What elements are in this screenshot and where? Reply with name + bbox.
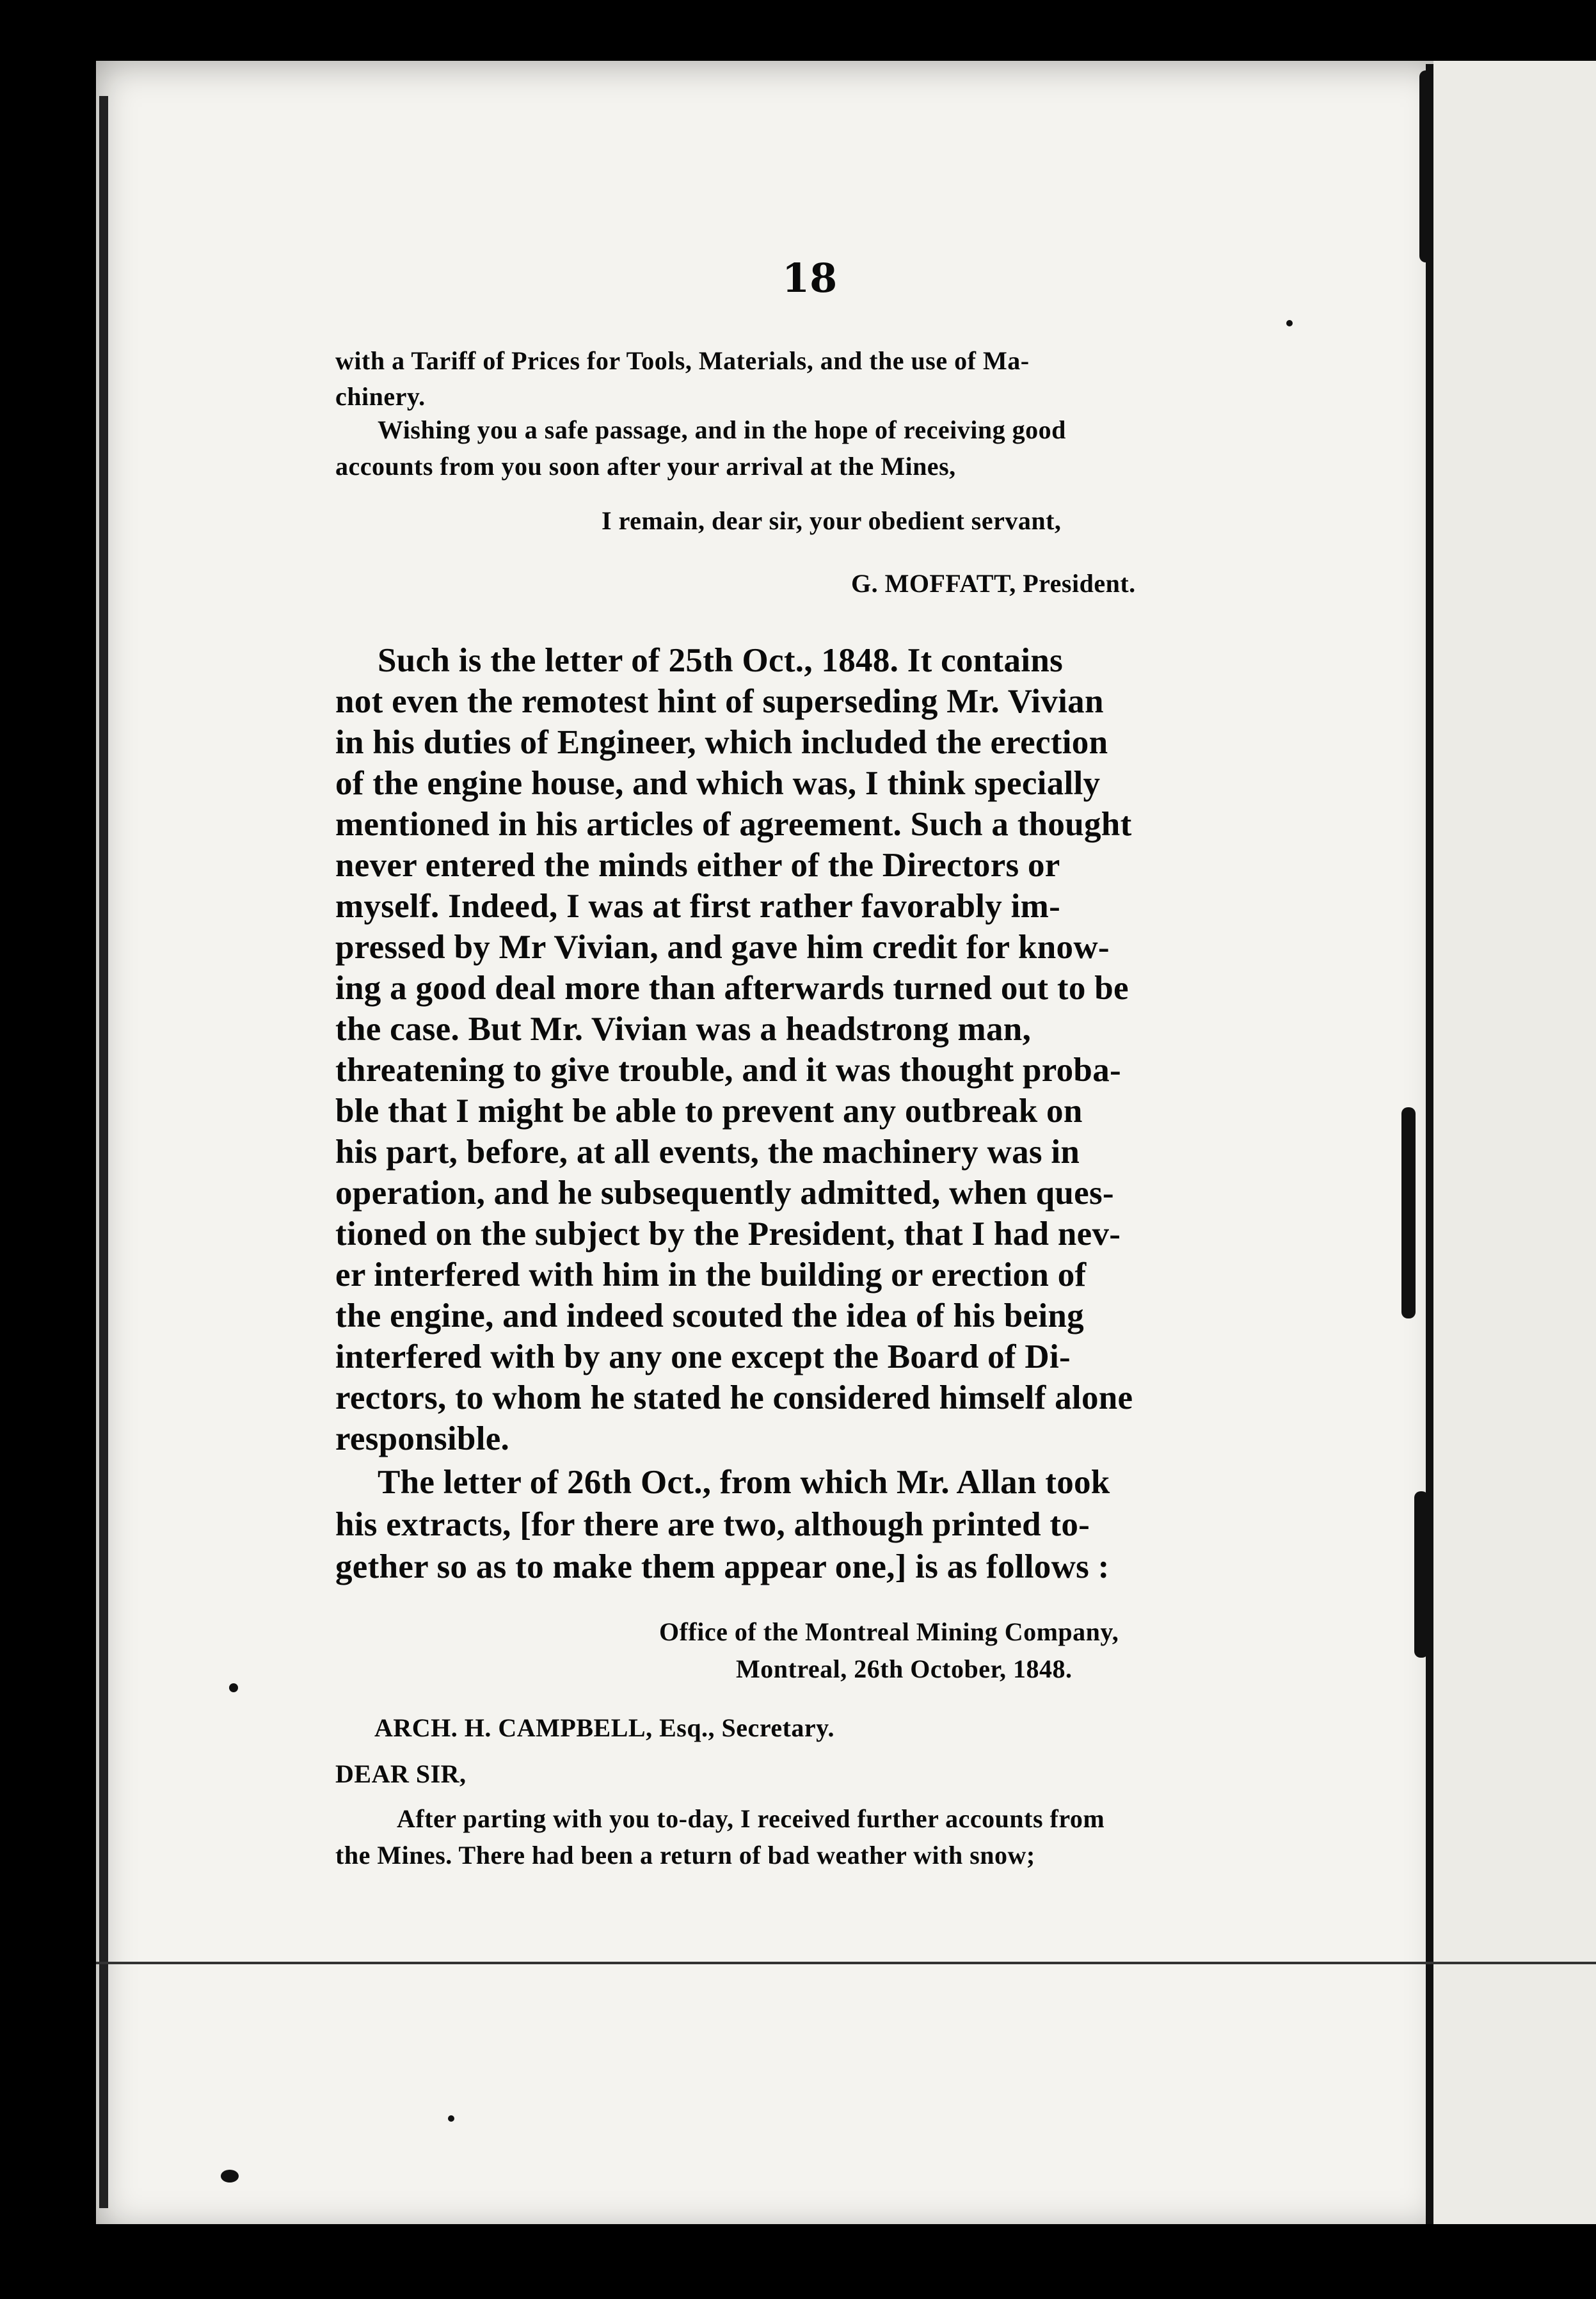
fold-mark bbox=[1419, 70, 1433, 262]
left-binding-shadow bbox=[99, 96, 108, 2208]
letter-body-line: the Mines. There had been a return of bad weather with snow; bbox=[335, 1841, 1035, 1870]
fold-line bbox=[1426, 64, 1433, 2234]
narrative-line: never entered the minds either of the Directors or bbox=[335, 847, 1060, 884]
narrative-line: interfered with by any one except the Board of Di- bbox=[335, 1338, 1071, 1375]
narrative-line: ble that I might be able to prevent any outbreak on bbox=[335, 1093, 1083, 1130]
narrative-line: myself. Indeed, I was at first rather favorably im- bbox=[335, 888, 1061, 925]
narrative-line: ing a good deal more than afterwards turned out to be bbox=[335, 970, 1129, 1007]
narrative-line: gether so as to make them appear one,] is as follows : bbox=[335, 1548, 1110, 1585]
facing-page-edge bbox=[1433, 61, 1596, 2234]
letter-line: Wishing you a safe passage, and in the hope of receiving good bbox=[378, 415, 1066, 444]
narrative-line: not even the remotest hint of superseding Mr. Vivian bbox=[335, 683, 1104, 720]
narrative-line: his part, before, at all events, the machinery was in bbox=[335, 1133, 1080, 1171]
fold-mark bbox=[1401, 1107, 1416, 1318]
letter-signature: G. MOFFATT, President. bbox=[851, 569, 1136, 598]
narrative-line: tioned on the subject by the President, that I had nev- bbox=[335, 1215, 1121, 1253]
letter-salutation: DEAR SIR, bbox=[335, 1759, 467, 1788]
narrative-line: rectors, to whom he stated he considered himself alone bbox=[335, 1379, 1133, 1416]
page-number: 18 bbox=[782, 255, 838, 301]
narrative-line: Such is the letter of 25th Oct., 1848. It contains bbox=[378, 642, 1064, 679]
letter-office: Office of the Montreal Mining Company, bbox=[659, 1617, 1119, 1646]
letter-line: accounts from you soon after your arrival at the Mines, bbox=[335, 452, 956, 481]
ink-speck bbox=[1286, 320, 1293, 326]
letter-line: with a Tariff of Prices for Tools, Materials, and the use of Ma- bbox=[335, 346, 1030, 375]
letter-closing: I remain, dear sir, your obedient servant, bbox=[602, 506, 1062, 535]
narrative-line: threatening to give trouble, and it was thought proba- bbox=[335, 1052, 1121, 1089]
scan-bottom-edge bbox=[0, 2224, 1596, 2299]
ink-speck bbox=[221, 2170, 239, 2183]
narrative-line: The letter of 26th Oct., from which Mr. Allan took bbox=[378, 1464, 1110, 1501]
narrative-line: responsible. bbox=[335, 1420, 510, 1457]
narrative-line: the case. But Mr. Vivian was a headstrong man, bbox=[335, 1011, 1032, 1048]
narrative-line: operation, and he subsequently admitted, when ques- bbox=[335, 1174, 1114, 1212]
ink-speck bbox=[448, 2115, 454, 2122]
letter-line: chinery. bbox=[335, 382, 426, 411]
fold-mark bbox=[1414, 1491, 1428, 1658]
narrative-line: of the engine house, and which was, I think specially bbox=[335, 765, 1101, 802]
letter-addressee: ARCH. H. CAMPBELL, Esq., Secretary. bbox=[374, 1713, 834, 1742]
letter-body-line: After parting with you to-day, I received further accounts from bbox=[397, 1804, 1105, 1833]
ink-speck bbox=[229, 1683, 238, 1692]
scan-line bbox=[96, 1962, 1596, 1964]
narrative-line: in his duties of Engineer, which included the erection bbox=[335, 724, 1108, 761]
narrative-line: er interfered with him in the building or erection of bbox=[335, 1256, 1087, 1294]
narrative-line: the engine, and indeed scouted the idea of his being bbox=[335, 1297, 1084, 1334]
letter-place-date: Montreal, 26th October, 1848. bbox=[736, 1654, 1073, 1683]
narrative-line: mentioned in his articles of agreement. Such a thought bbox=[335, 806, 1132, 843]
narrative-line: pressed by Mr Vivian, and gave him credit for know- bbox=[335, 929, 1110, 966]
narrative-line: his extracts, [for there are two, although printed to- bbox=[335, 1506, 1090, 1543]
